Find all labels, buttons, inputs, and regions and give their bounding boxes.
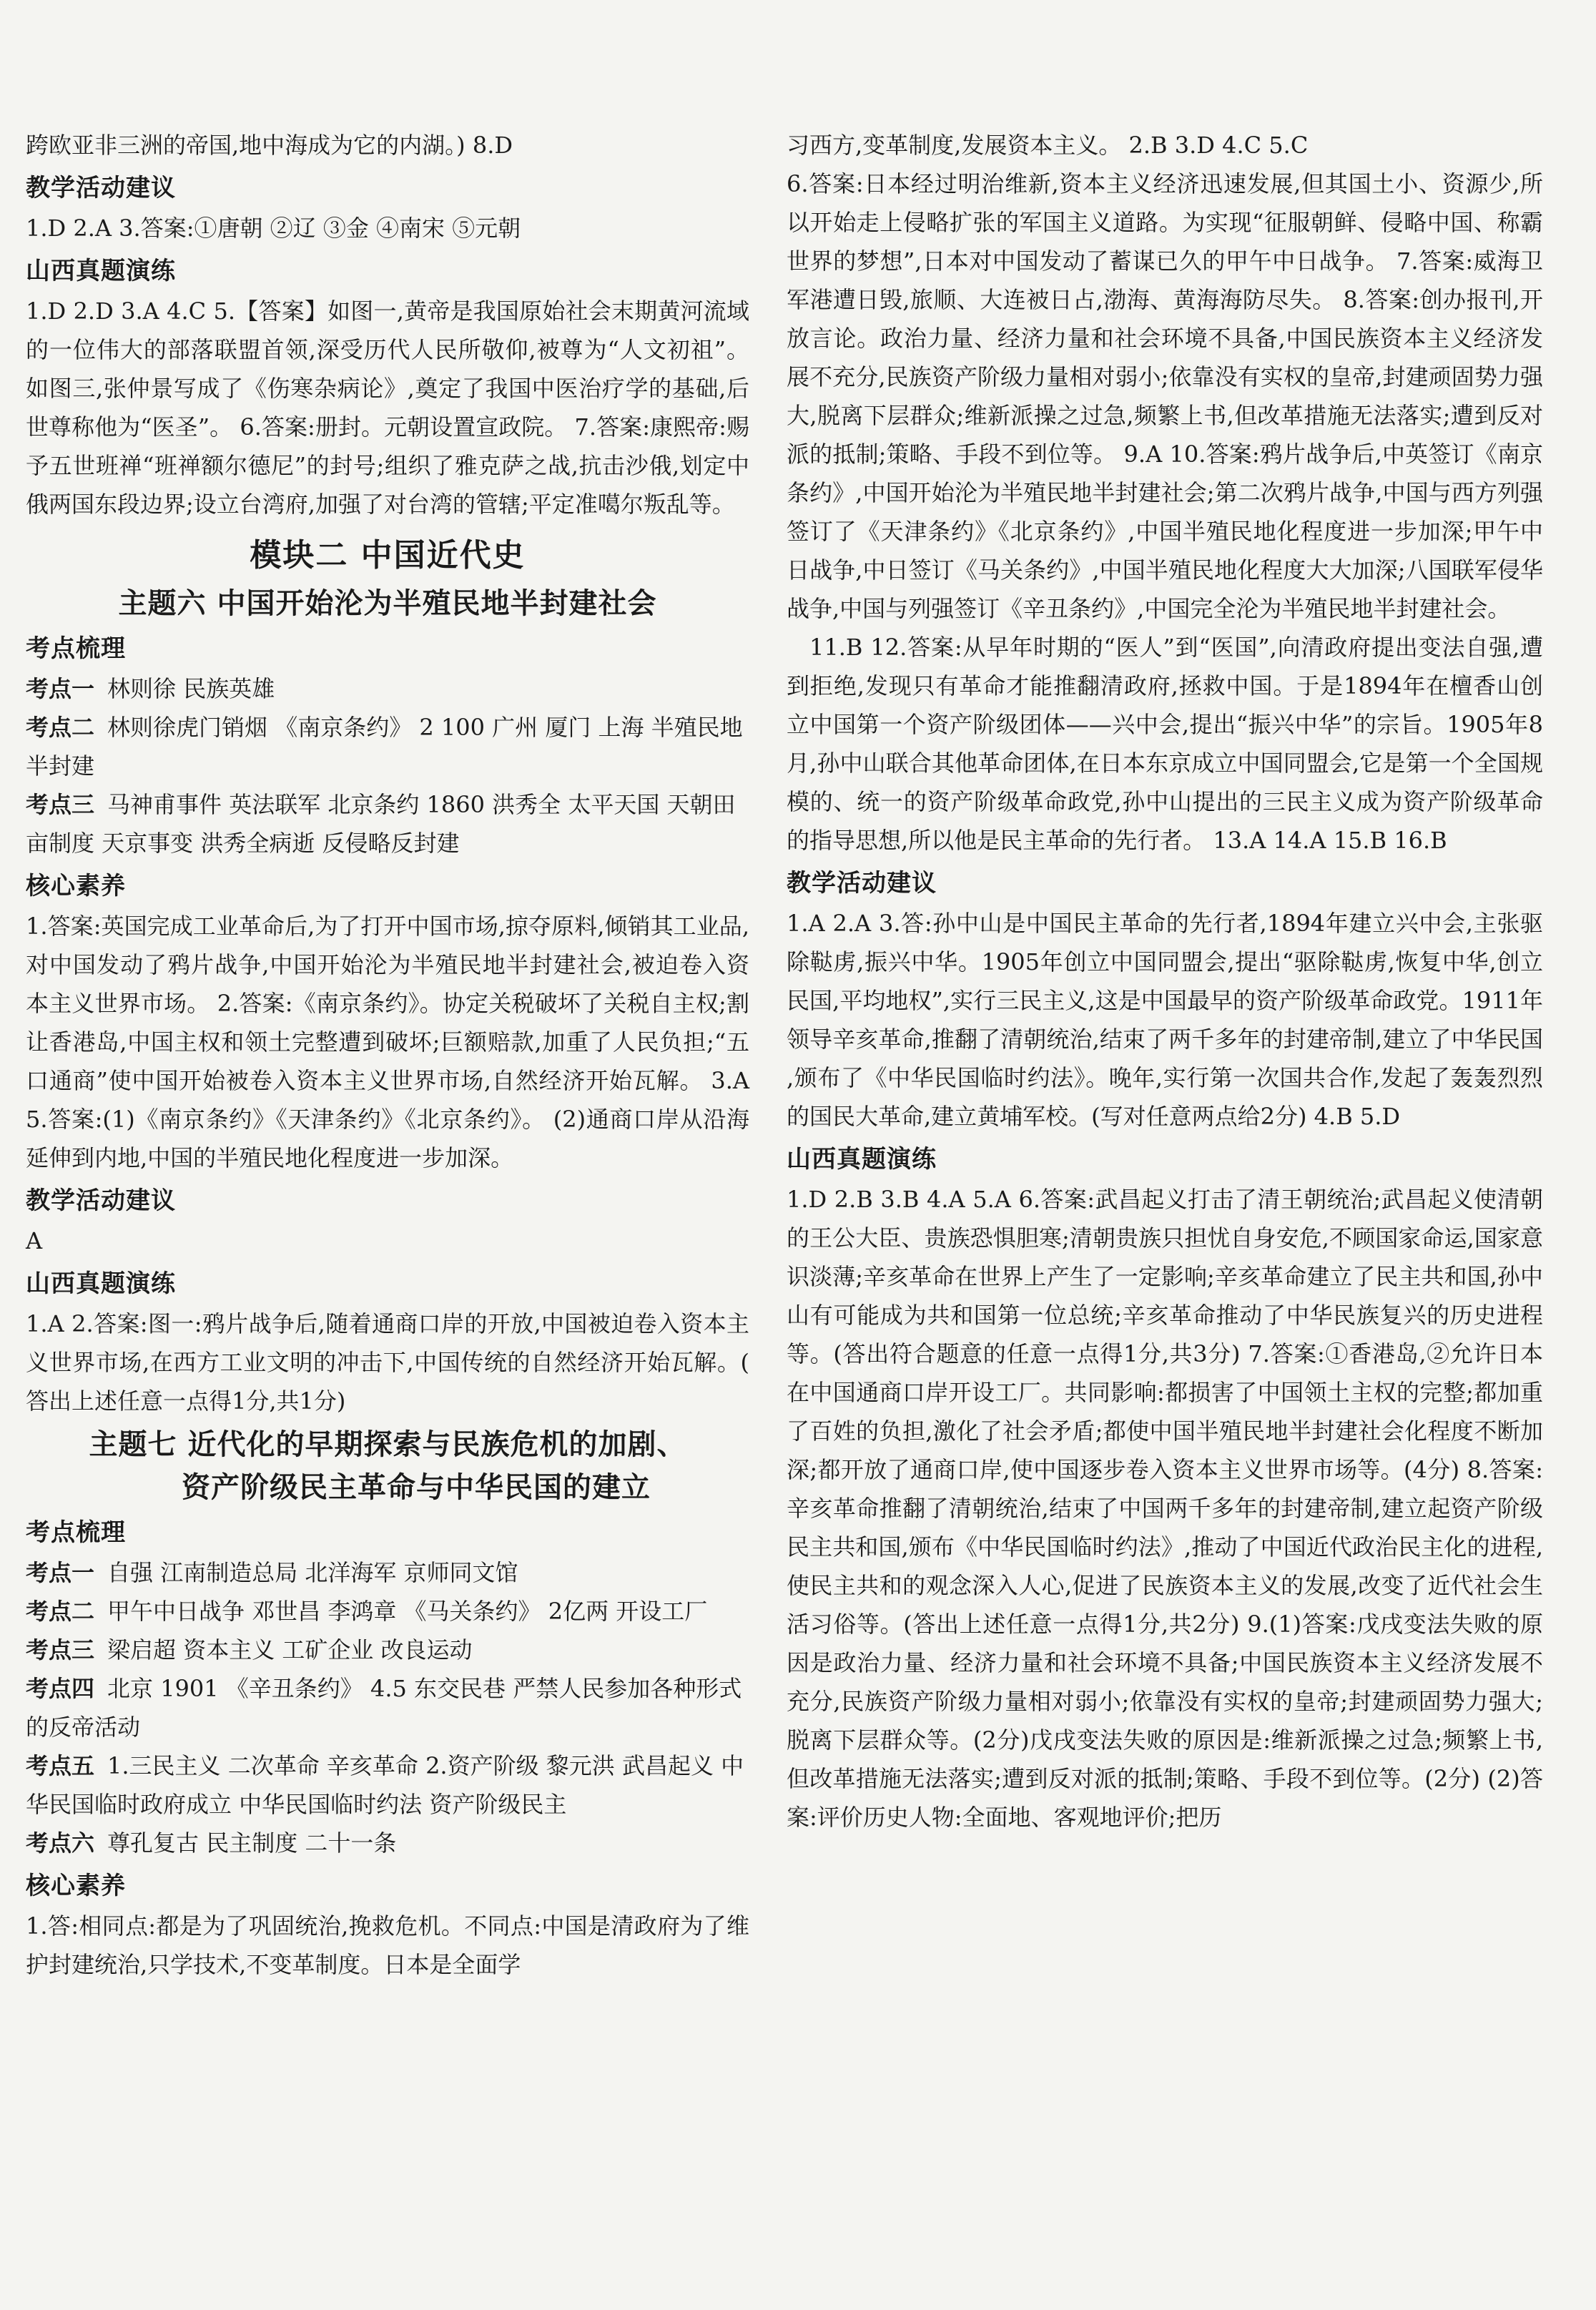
answer-paragraph: 跨欧亚非三洲的帝国,地中海成为它的内湖。) 8.D [26, 132, 513, 159]
right-column [787, 126, 1543, 1837]
kaodian-item: 考点四 北京 1901 《辛丑条约》 4.5 东交民巷 严禁人民参加各种形式的反帝活动 [26, 1675, 742, 1741]
answer-paragraph: 习西方,变革制度,发展资本主义。 2.B 3.D 4.C 5.C [787, 132, 1309, 159]
kaodian-item: 考点一 自强 江南制造总局 北洋海军 京师同文馆 [26, 1559, 518, 1586]
section-heading-kaodian: 考点梳理 [26, 634, 126, 663]
kaodian-item: 考点二 林则徐虎门销烟 《南京条约》 2 100 广州 厦门 上海 半殖民地半封建 [26, 714, 743, 780]
section-heading-teaching: 教学活动建议 [787, 869, 937, 898]
answer-paragraph: 6.答案:日本经过明治维新,资本主义经济迅速发展,但其国土小、资源少,所以开始走上侵略扩张的军国主义道路。为实现“征服朝鲜、侵略中国、称霸世界的梦想”,日本对中国发动了蓄谋已久的甲午中日战争。 7.答案:威海卫军港遭日毁,旅顺、大连被日占,渤海、黄海海防尽失。 8.答案:创办报刊,开放言论。政治力量、经济力量和社会环境不具备,中国民族资本主义经济发展不充分,民族资产阶级力量相对弱小;依靠没有实权的皇帝,封建顽固势力强大,脱离下层群众;维新派操之过急,频繁上书,但改革措施无法落实;遭到反对派的抵制;策略、手段不到位等。 9.A 10.答案:鸦片战争后,中英签订《南京条约》,中国开始沦为半殖民地半封建社会;第二次鸦片战争,中国与西方列强签订了《天津条约》《北京条约》,中国半殖民地化程度进一步加深;甲午中日战争,中日签订《马关条约》,中国半殖民地化程度大大加深;八国联军侵华战争,中国与列强签订《辛丑条约》,中国完全沦为半殖民地半封建社会。 [787, 170, 1543, 622]
kaodian-item: 考点三 马神甫事件 英法联军 北京条约 1860 洪秀全 太平天国 天朝田亩制度 天京事变 洪秀全病逝 反侵略反封建 [26, 791, 736, 857]
answer-paragraph: 11.B 12.答案:从早年时期的“医人”到“医国”,向清政府提出变法自强,遭到拒绝,发现只有革命才能推翻清政府,拯救中国。于是1894年在檀香山创立中国第一个资产阶级团体——兴中会,提出“振兴中华”的宗旨。1905年8月,孙中山联合其他革命团体,在日本东京成立中国同盟会,它是第一个全国规模的、统一的资产阶级革命政党,孙中山提出的三民主义成为资产阶级革命的指导思想,所以他是民主革命的先行者。 13.A 14.A 15.B 16.B [787, 634, 1543, 854]
answer-paragraph: A [26, 1227, 43, 1254]
kaodian-item: 考点五 1.三民主义 二次革命 辛亥革命 2.资产阶级 黎元洪 武昌起义 中华民国临时政府成立 中华民国临时约法 资产阶级民主 [26, 1752, 744, 1818]
section-heading-shanxi: 山西真题演练 [787, 1145, 937, 1174]
kaodian-item: 考点六 尊孔复古 民主制度 二十一条 [26, 1829, 397, 1857]
answer-paragraph: 1.D 2.B 3.B 4.A 5.A 6.答案:武昌起义打击了清王朝统治;武昌起义使清朝的王公大臣、贵族恐惧胆寒;清朝贵族只担忧自身安危,不顾国家命运,国家意识淡薄;辛亥革命在世界上产生了一定影响;辛亥革命建立了民主共和国,孙中山有可能成为共和国第一位总统;辛亥革命推动了中华民族复兴的历史进程等。(答出符合题意的任意一点得1分,共3分) 7.答案:①香港岛,②允许日本在中国通商口岸开设工厂。共同影响:都损害了中国领土主权的完整;都加重了百姓的负担,激化了社会矛盾;都使中国半殖民地半封建社会化程度不断加深;都开放了通商口岸,使中国逐步卷入资本主义世界市场等。(4分) 8.答案:辛亥革命推翻了清朝统治,结束了中国两千多年的封建帝制,建立起资产阶级民主共和国,颁布《中华民国临时约法》,推动了中国近代政治民主化的进程,使民主共和的观念深入人心,促进了民族资本主义的发展,改变了近代社会生活习俗等。(答出上述任意一点得1分,共2分) 9.(1)答案:戊戌变法失败的原因是政治力量、经济力量和社会环境不具备;中国民族资本主义经济发展不充分,民族资产阶级力量相对弱小;依靠没有实权的皇帝;封建顽固势力强大;脱离下层群众等。(2分)戊戌变法失败的原因是:维新派操之过急;频繁上书,但改革措施无法落实;遭到反对派的抵制;策略、手段不到位等。(2分) (2)答案:评价历史人物:全面地、客观地评价;把历 [787, 1186, 1543, 1831]
answer-paragraph: 1.A 2.A 3.答:孙中山是中国民主革命的先行者,1894年建立兴中会,主张驱除鞑虏,振兴中华。1905年创立中国同盟会,提出“驱除鞑虏,恢复中华,创立民国,平均地权”,实行三民主义,这是中国最早的资产阶级革命政党。1911年领导辛亥革命,推翻了清朝统治,结束了两千多年的封建帝制,建立了中华民国,颁布了《中华民国临时约法》。晚年,实行第一次国共合作,发起了轰轰烈烈的国民大革命,建立黄埔军校。(写对任意两点给2分) 4.B 5.D [787, 910, 1543, 1130]
answer-paragraph: 1.D 2.D 3.A 4.C 5.【答案】如图一,黄帝是我国原始社会末期黄河流域的一位伟大的部落联盟首领,深受历代人民所敬仰,被尊为“人文初祖”。如图三,张仲景写成了《伤寒杂病论》,奠定了我国中医治疗学的基础,后世尊称他为“医圣”。 6.答案:册封。元朝设置宣政院。 7.答案:康熙帝:赐予五世班禅“班禅额尔德尼”的封号;组织了雅克萨之战,抗击沙俄,划定中俄两国东段边界;设立台湾府,加强了对台湾的管辖;平定准噶尔叛乱等。 [26, 298, 749, 518]
section-heading-teaching: 教学活动建议 [26, 174, 176, 202]
answer-paragraph: 1.A 2.答案:图一:鸦片战争后,随着通商口岸的开放,中国被迫卷入资本主义世界市场,在西方工业文明的冲击下,中国传统的自然经济开始瓦解。(答出上述任意一点得1分,共1分) [26, 1310, 749, 1415]
section-heading-hexin: 核心素养 [26, 872, 126, 900]
kaodian-item: 考点一 林则徐 民族英雄 [26, 675, 275, 702]
topic-7-title-line-1: 主题七 近代化的早期探索与民族危机的加剧、 [89, 1428, 686, 1461]
kaodian-item: 考点三 梁启超 资本主义 工矿企业 改良运动 [26, 1636, 473, 1663]
left-column [26, 126, 749, 1984]
section-heading-teaching: 教学活动建议 [26, 1186, 176, 1215]
topic-7-title-line-2: 资产阶级民主革命与中华民国的建立 [182, 1471, 651, 1504]
module-title: 模块二 中国近代史 [250, 537, 526, 574]
answer-paragraph: 1.答案:英国完成工业革命后,为了打开中国市场,掠夺原料,倾销其工业品,对中国发动了鸦片战争,中国开始沦为半殖民地半封建社会,被迫卷入资本主义世界市场。 2.答案:《南京条约》。协定关税破坏了关税自主权;割让香港岛,中国主权和领土完整遭到破坏;巨额赔款,加重了人民负担;“五口通商”使中国开始被卷入资本主义世界市场,自然经济开始瓦解。 3.A 5.答案:(1)《南京条约》《天津条约》《北京条约》。 (2)通商口岸从沿海延伸到内地,中国的半殖民地化程度进一步加深。 [26, 913, 749, 1171]
section-heading-hexin: 核心素养 [26, 1872, 126, 1900]
kaodian-item: 考点二 甲午中日战争 邓世昌 李鸿章 《马关条约》 2亿两 开设工厂 [26, 1598, 708, 1625]
answer-paragraph: 1.D 2.A 3.答案:①唐朝 ②辽 ③金 ④南宋 ⑤元朝 [26, 215, 521, 242]
section-heading-kaodian: 考点梳理 [26, 1518, 126, 1547]
topic-6-title: 主题六 中国开始沦为半殖民地半封建社会 [118, 587, 657, 620]
section-heading-shanxi: 山西真题演练 [26, 1269, 176, 1298]
section-heading-shanxi: 山西真题演练 [26, 257, 176, 285]
answer-paragraph: 1.答:相同点:都是为了巩固统治,挽救危机。不同点:中国是清政府为了维护封建统治,只学技术,不变革制度。日本是全面学 [26, 1912, 749, 1978]
